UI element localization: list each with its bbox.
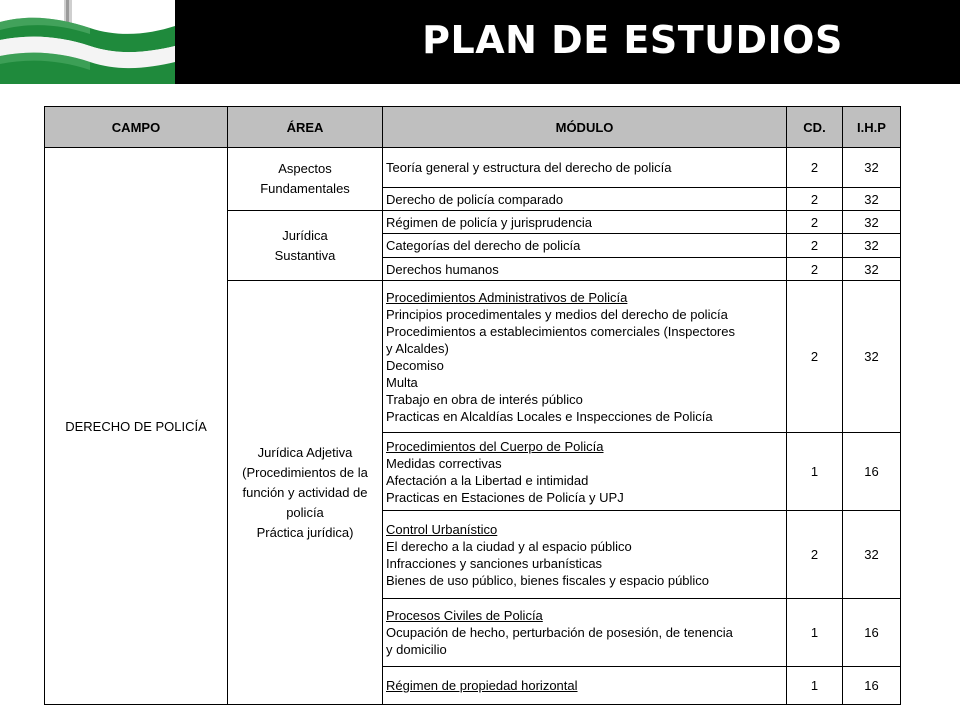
module-line: y domicilio (386, 642, 447, 657)
ihp-cell: 32 (843, 281, 901, 433)
area-text: Aspectos (278, 161, 332, 176)
ihp-cell: 32 (843, 234, 901, 258)
module-line: Practicas en Alcaldías Locales e Inspecciones de Policía (386, 408, 713, 424)
module-cell (383, 258, 787, 281)
module-cell (383, 188, 787, 211)
area-text: Sustantiva (274, 247, 336, 263)
area-text: Jurídica (282, 227, 328, 243)
module-cell (383, 433, 787, 511)
cd-cell: 2 (787, 511, 843, 599)
ihp-cell: 16 (843, 667, 901, 705)
module-title: Régimen de propiedad horizontal (386, 678, 578, 693)
cd-cell: 1 (787, 433, 843, 511)
cd-cell: 1 (787, 667, 843, 705)
module-line: Multa (386, 374, 418, 390)
module-line: Trabajo en obra de interés público (386, 391, 583, 407)
module-title: Control Urbanístico (386, 521, 498, 537)
header-ihp: I.H.P (843, 107, 901, 148)
ihp-cell: 32 (843, 211, 901, 234)
module-cell (383, 599, 787, 667)
cd-cell: 1 (787, 599, 843, 667)
area-cell (228, 148, 383, 211)
area-cell (228, 211, 383, 281)
module-title: Categorías del derecho de policía (386, 238, 581, 253)
ihp-cell: 16 (843, 433, 901, 511)
module-cell (383, 281, 787, 433)
title-bar (175, 0, 960, 84)
header-campo: CAMPO (45, 107, 228, 148)
page-title: PLAN DE ESTUDIOS (422, 18, 843, 62)
area-text: policía (286, 504, 324, 520)
cd-cell: 2 (787, 281, 843, 433)
flag-logo (0, 0, 175, 84)
campo-label: DERECHO DE POLICÍA (65, 418, 207, 434)
module-title: Procesos Civiles de Policía (386, 608, 543, 623)
cd-cell: 2 (787, 258, 843, 281)
module-title: Teoría general y estructura del derecho de policía (386, 160, 672, 175)
module-line: y Alcaldes) (386, 340, 449, 356)
ihp-cell: 16 (843, 599, 901, 667)
module-cell (383, 667, 787, 705)
ihp-cell: 32 (843, 148, 901, 188)
module-cell (383, 211, 787, 234)
module-line: Bienes de uso público, bienes fiscales y espacio público (386, 572, 710, 588)
module-line: Afectación a la Libertad e intimidad (386, 472, 589, 488)
module-line: Medidas correctivas (386, 455, 502, 471)
module-line: Practicas en Estaciones de Policía y UPJ (386, 489, 624, 505)
cd-cell: 2 (787, 188, 843, 211)
module-line: Ocupación de hecho, perturbación de posesión, de tenencia (386, 625, 733, 640)
area-text: (Procedimientos de la (242, 464, 368, 480)
module-line: Decomiso (386, 357, 444, 373)
header-area: ÁREA (228, 107, 383, 148)
area-text: Práctica jurídica) (256, 524, 354, 540)
ihp-cell: 32 (843, 188, 901, 211)
flag-icon (0, 0, 175, 84)
module-line: Procedimientos a establecimientos comerciales (Inspectores (386, 323, 735, 339)
area-text: función y actividad de (242, 484, 368, 500)
module-title: Procedimientos del Cuerpo de Policía (386, 438, 604, 454)
module-cell (383, 234, 787, 258)
module-line: Principios procedimentales y medios del derecho de policía (386, 306, 728, 322)
table-row (45, 148, 901, 188)
module-cell (383, 148, 787, 188)
module-title: Derechos humanos (386, 261, 499, 277)
module-cell (383, 511, 787, 599)
cd-cell: 2 (787, 234, 843, 258)
area-text: Jurídica Adjetiva (257, 444, 353, 460)
ihp-cell: 32 (843, 511, 901, 599)
cd-cell: 2 (787, 148, 843, 188)
header-cd: CD. (787, 107, 843, 148)
module-title: Procedimientos Administrativos de Policía (386, 289, 628, 305)
table-header-row (45, 107, 901, 148)
area-text: Fundamentales (260, 181, 350, 196)
campo-cell (45, 148, 228, 705)
module-line: El derecho a la ciudad y al espacio público (386, 538, 632, 554)
study-plan-table (44, 106, 901, 705)
ihp-cell: 32 (843, 258, 901, 281)
module-title: Derecho de policía comparado (386, 191, 564, 207)
module-line: Infracciones y sanciones urbanísticas (386, 555, 603, 571)
area-cell (228, 281, 383, 705)
module-title: Régimen de policía y jurisprudencia (386, 214, 592, 230)
cd-cell: 2 (787, 211, 843, 234)
header-modulo: MÓDULO (383, 107, 787, 148)
